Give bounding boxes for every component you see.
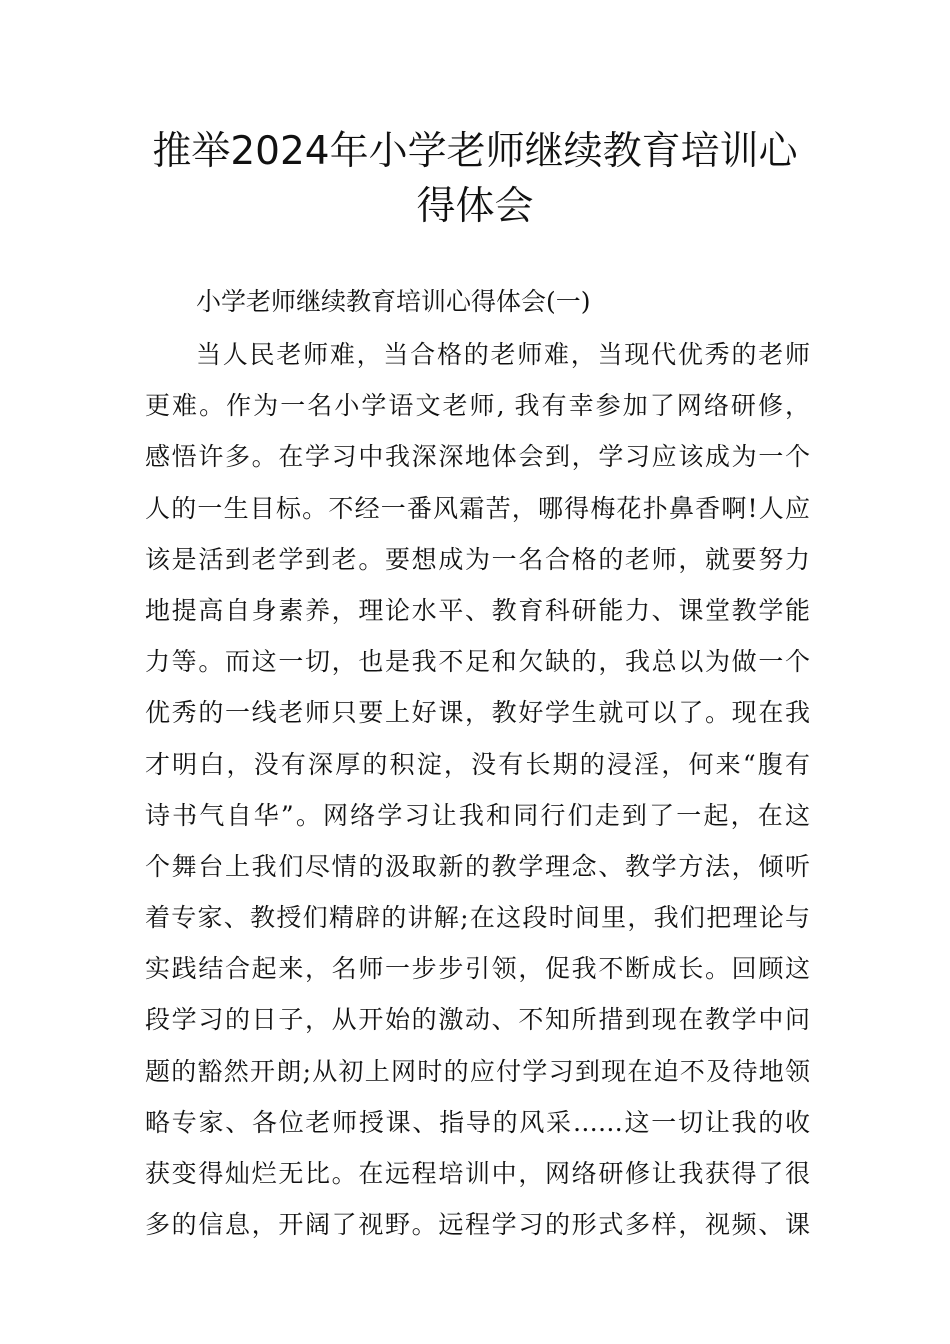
body-line: 诗书气自华”。网络学习让我和同行们走到了一起，在这 [145, 800, 810, 830]
body-line: 力等。而这一切，也是我不足和欠缺的，我总以为做一个 [145, 647, 810, 677]
body-line: 人的一生目标。不经一番风霜苦，哪得梅花扑鼻香啊!人应 [145, 493, 810, 523]
body-line: 段学习的日子，从开始的激动、不知所措到现在教学中问 [145, 1005, 810, 1035]
body-line: 获变得灿烂无比。在远程培训中，网络研修让我获得了很 [145, 1159, 810, 1188]
body-line: 感悟许多。在学习中我深深地体会到，学习应该成为一个 [145, 442, 810, 472]
body-line: 着专家、教授们精辟的讲解;在这段时间里，我们把理论与 [145, 903, 810, 933]
body-line: 优秀的一线老师只要上好课，教好学生就可以了。现在我 [145, 698, 810, 728]
body-line: 当人民老师难，当合格的老师难，当现代优秀的老师 [196, 340, 810, 369]
body-line: 才明白，没有深厚的积淀，没有长期的浸淫，何来“腹有 [145, 749, 810, 779]
body-paragraph [145, 329, 810, 1250]
body-line: 个舞台上我们尽情的汲取新的教学理念、教学方法，倾听 [145, 851, 810, 881]
section-heading: 小学老师继续教育培训心得体会(一) [196, 287, 591, 316]
title-line-2: 得体会 [416, 184, 534, 229]
body-line: 题的豁然开朗;从初上网时的应付学习到现在迫不及待地领 [145, 1056, 810, 1086]
body-line: 略专家、各位老师授课、指导的风采……这一切让我的收 [145, 1107, 810, 1137]
body-line: 该是活到老学到老。要想成为一名合格的老师，就要努力 [145, 544, 810, 574]
title-line-1: 推举2024年小学老师继续教育培训心 [152, 129, 798, 174]
body-line: 实践结合起来，名师一步步引领，促我不断成长。回顾这 [145, 954, 810, 984]
body-line: 更难。作为一名小学语文老师, 我有幸参加了网络研修， [145, 391, 810, 421]
body-line: 地提高自身素养，理论水平、教育科研能力、课堂教学能 [145, 595, 810, 625]
document-title [120, 124, 830, 234]
body-line: 多的信息，开阔了视野。远程学习的形式多样，视频、课 [145, 1210, 810, 1240]
